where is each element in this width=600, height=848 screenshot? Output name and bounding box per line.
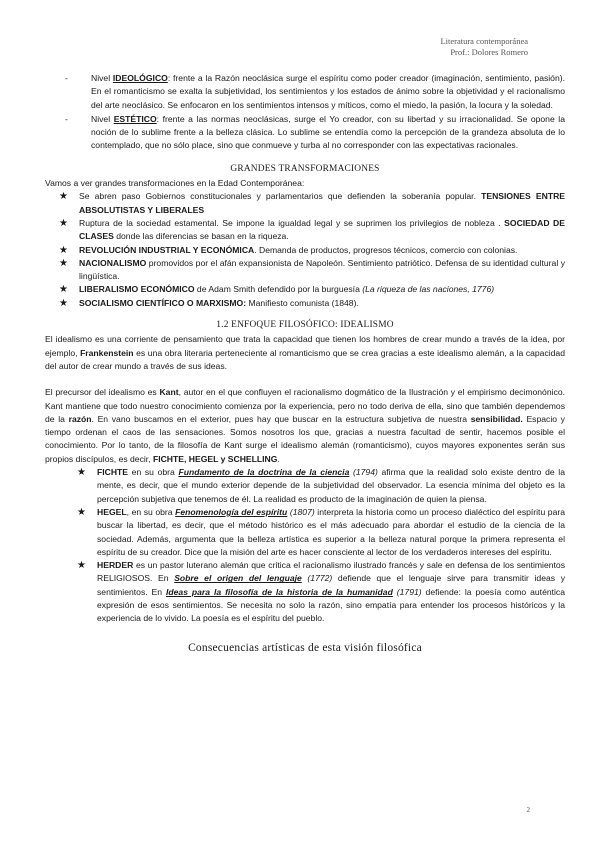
transformaciones-intro: Vamos a ver grandes transformaciones en la Edad Contemporánea: xyxy=(45,178,305,189)
list-item xyxy=(45,283,565,296)
item-bold: NACIONALISMO xyxy=(79,257,147,268)
spacer xyxy=(45,373,565,386)
header-course: Literatura contemporánea xyxy=(440,36,528,46)
text-run: , autor en el que confluyen el racionalismo dogmático de la Ilustración y el empirismo decimonónico. Kant mantiene que todo nuestro conocimiento comienza por la experiencia, pero no todo deriva de ella, sino que también dependemos de la xyxy=(45,387,565,424)
philosopher-name: FICHTE xyxy=(97,467,129,478)
item-bold: TENSIONES ENTRE ABSOLUTISTAS Y LIBERALES xyxy=(79,191,566,215)
text-run: afirma que la realidad solo existe dentro de la mente, es decir, que el mundo exterior depende de la subjetividad del observador. La esencia mínima del objeto es la percepción subjetiva que tenemos de él. La realidad es producto de la imaginación de quien la piensa. xyxy=(97,467,565,504)
philosopher-fichte xyxy=(45,466,565,506)
text-run: El precursor del idealismo es xyxy=(45,387,160,398)
work-year: (1794) xyxy=(349,467,378,478)
work-title: Ideas para la filosofía de la historia de la humanidad xyxy=(166,586,393,597)
philosopher-name: HEGEL xyxy=(97,506,127,517)
philosophers-bold: FICHTE, HEGEL y SCHELLING xyxy=(152,453,278,464)
work-title: Fundamento de la doctrina de la ciencia xyxy=(178,467,350,478)
page-header xyxy=(440,36,528,58)
star-icon: ★ xyxy=(77,506,86,518)
text-run: . xyxy=(277,453,280,464)
item-italic: (La riqueza de las naciones, 1776) xyxy=(362,284,495,295)
star-icon: ★ xyxy=(59,257,68,269)
intro-item-ideologico xyxy=(45,72,565,112)
star-icon: ★ xyxy=(59,191,68,203)
dash-bullet: - xyxy=(65,73,68,83)
work-year: (1791) xyxy=(392,586,422,597)
list-item xyxy=(45,244,565,257)
item-bold: SOCIALISMO CIENTÍFICO O MARXISMO: xyxy=(79,297,247,308)
heading-grandes-transformaciones: GRANDES TRANSFORMACIONES xyxy=(230,163,380,174)
list-item xyxy=(45,297,565,310)
list-item xyxy=(45,257,565,284)
star-icon: ★ xyxy=(59,217,68,229)
text-run: es un pastor luterano alemán que critica el racionalismo ilustrado francés y sale en defensa de los sentimientos RELIGIOSOS. En xyxy=(97,560,565,584)
item-after: donde las diferencias se basan en la riqueza. xyxy=(113,231,289,242)
text-run: interpreta la historia como un proceso dialéctico del espíritu para buscar la libertad, es decir, que el método histórico es el más adecuado para abordar el estudio de la ciencia de la sociedad. Además, argumenta que la belleza artística es superior a la belleza natural porque la primera representa el espíritu de su creador. Dice que la misión del arte es hacer consciente al lector de los verdaderos intereses del espíritu. xyxy=(97,506,566,557)
transformaciones-list xyxy=(45,190,565,310)
text-run: , en su obra xyxy=(126,506,176,517)
star-icon: ★ xyxy=(77,467,86,479)
work-title: Fenomenología del espíritu xyxy=(175,506,288,517)
star-icon: ★ xyxy=(59,297,68,309)
item-bold: LIBERALISMO ECONÓMICO xyxy=(79,284,195,295)
item-after: de Adam Smith defendido por la burguesía xyxy=(194,284,363,295)
intro-text: : frente a las normas neoclásicas, surge el Yo creador, con su libertad y su irracionalidad. Se opone la noción de lo sublime frente a la belleza clásica. Lo sublime se entendía como la percepción de la grandeza absoluta de lo contemplado, que no sólo place, sino que conmueve y turba al no corresponder con las expectativas racionales. xyxy=(91,113,565,151)
star-icon: ★ xyxy=(59,284,68,296)
razon-bold: razón xyxy=(68,413,92,424)
text-run: defiende: la poesía como auténtica expresión de esos sentimientos. Se necesita no solo la razón, sino empatía para entender los procesos históricos y la experiencia de lo vivido. La poesía es el espíritu del pueblo. xyxy=(97,586,566,624)
item-bold: SOCIEDAD DE CLASES xyxy=(79,217,565,242)
text-run: en su obra xyxy=(128,467,179,478)
page-content xyxy=(45,72,565,655)
philosopher-hegel xyxy=(45,506,565,559)
philosophers-list xyxy=(45,466,565,626)
work-year: (1807) xyxy=(287,506,315,517)
paragraph-kant xyxy=(45,386,565,466)
intro-text: : frente a la Razón neoclásica surge el espíritu como poder creador (imaginación, sentimiento, pasión). En el romanticismo se exalta la subjetividad, los sentimientos y los estados de ánimo sobre la objetividad y el racionalismo del arte neoclásico. Se enfocaron en los sentimientos intensos y míticos, como el miedo, la pasión, la locura y la soledad. xyxy=(91,73,565,110)
kant-bold: Kant xyxy=(159,387,179,398)
star-icon: ★ xyxy=(77,560,86,572)
work-year: (1772) xyxy=(301,573,333,584)
list-item xyxy=(45,190,565,217)
item-text: Se abren paso Gobiernos constitucionales y parlamentarios que defienden la soberanía popular. xyxy=(79,191,482,202)
text-run: El idealismo es una corriente de pensamiento que trata la capacidad que tienen los hombres de crear mundo a través de la idea, por ejemplo, xyxy=(45,334,565,358)
frankenstein-bold: Frankenstein xyxy=(80,347,134,358)
item-bold: REVOLUCIÓN INDUSTRIAL Y ECONÓMICA xyxy=(79,244,255,255)
text-run: . En vano buscamos en el exterior, pues hay que buscar en la estructura subjetiva de nuestra xyxy=(91,413,471,424)
page-number: 2 xyxy=(526,806,530,814)
heading-enfoque-filosofico: 1.2 ENFOQUE FILOSÓFICO: IDEALISMO xyxy=(216,320,394,331)
intro-item-estetico xyxy=(45,113,565,153)
item-after: Manifiesto comunista (1848). xyxy=(246,297,359,308)
star-icon: ★ xyxy=(59,244,68,256)
label-prefix: Nivel xyxy=(91,73,113,83)
work-title: Sobre el origen del lenguaje xyxy=(174,573,302,584)
item-text: Ruptura de la sociedad estamental. Se impone la igualdad legal y se suprimen los privilegios de nobleza . xyxy=(79,217,505,228)
header-professor: Prof.: Dolores Romero xyxy=(450,47,528,57)
keyword-ideologico: IDEOLÓGICO xyxy=(112,73,168,83)
item-after: . Demanda de productos, progresos técnicos, comercio con colonias. xyxy=(254,244,518,255)
item-after: promovidos por el afán expansionista de Napoleón. Sentimiento patriótico. Defensa de su identidad cultural y lingüística. xyxy=(79,257,565,282)
text-run: es una obra literaria perteneciente al romanticismo que se crea gracias a este idealismo alemán, a la capacidad del autor de crear mundo a través de sus ideas. xyxy=(45,347,565,371)
text-run: Espacio y tiempo ordenan el caos de las sensaciones. Somos nosotros los que, gracias a nuestra facultad de sentir, hacemos posible el conocimiento. Por lo tanto, de la filosofía de Kant surge el idealismo alemán (romanticismo), cuyos mayores exponentes serán sus propios discípulos, es decir, xyxy=(45,413,565,464)
text-run: defiende que el lenguaje sirve para transmitir ideas y sentimientos. En xyxy=(97,573,565,597)
label-prefix: Nivel xyxy=(91,113,114,124)
philosopher-name: HERDER xyxy=(97,560,134,571)
keyword-estetico: ESTÉTICO xyxy=(113,113,157,124)
philosopher-herder xyxy=(45,559,565,625)
dash-bullet: - xyxy=(65,113,68,124)
list-item xyxy=(45,217,565,244)
heading-consecuencias: Consecuencias artísticas de esta visión filosófica xyxy=(188,641,422,654)
paragraph-idealismo xyxy=(45,333,565,373)
sensibilidad-bold: sensibilidad. xyxy=(470,413,523,424)
